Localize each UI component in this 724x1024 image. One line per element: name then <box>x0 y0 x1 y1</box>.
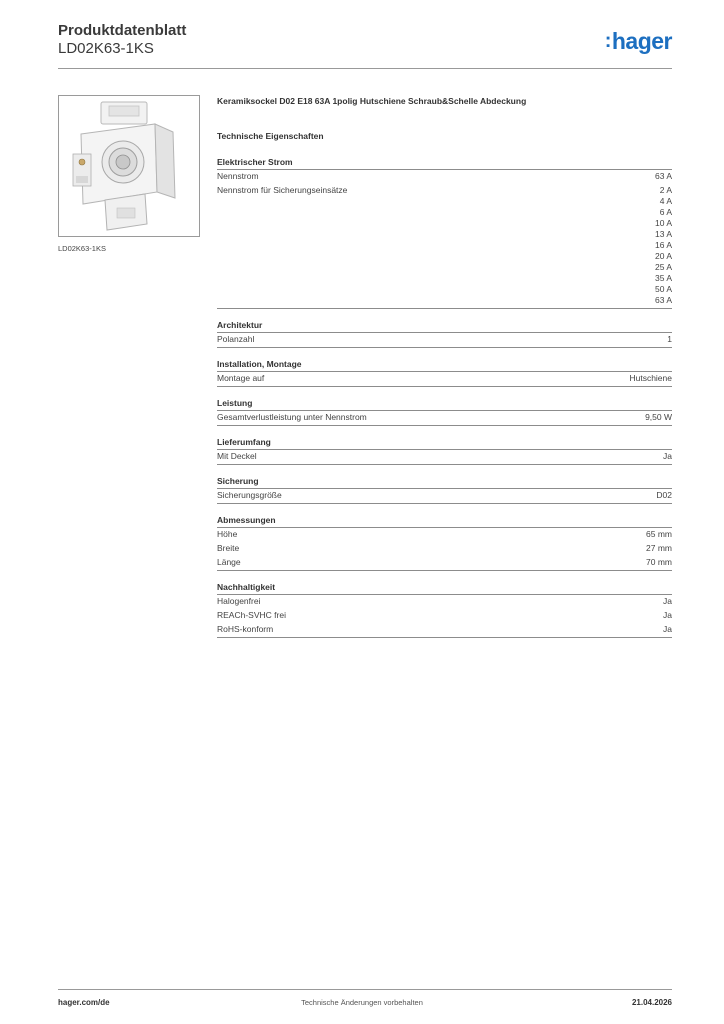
section-end-rule <box>217 386 672 387</box>
property-values <box>667 334 672 345</box>
property-value: 63 A <box>654 295 672 305</box>
section-end-rule <box>217 570 672 571</box>
section-title: Elektrischer Strom <box>217 156 672 170</box>
section-title: Leistung <box>217 397 672 411</box>
property-label: RoHS-konform <box>217 624 274 634</box>
footer-divider <box>58 989 672 990</box>
property-value: 4 A <box>659 196 672 206</box>
section-end-rule <box>217 464 672 465</box>
footer-website: hager.com/de <box>58 998 110 1007</box>
property-row <box>217 372 672 386</box>
property-section <box>217 581 672 638</box>
property-value: Ja <box>663 596 672 606</box>
property-label: Nennstrom <box>217 171 259 181</box>
property-label: Höhe <box>217 529 238 539</box>
property-value: Ja <box>663 610 672 620</box>
logo-text: hager <box>611 28 672 54</box>
property-value: 13 A <box>654 229 672 239</box>
property-section <box>217 358 672 387</box>
property-value: 35 A <box>654 273 672 283</box>
property-label: Länge <box>217 557 241 567</box>
property-value: Ja <box>663 624 672 634</box>
hager-logo <box>605 28 672 55</box>
fuse-base-illustration <box>59 96 199 236</box>
property-value: 65 mm <box>646 529 672 539</box>
property-label: REACh-SVHC frei <box>217 610 286 620</box>
property-value: 9,50 W <box>645 412 672 422</box>
property-label: Gesamtverlustleistung unter Nennstrom <box>217 412 367 422</box>
section-end-rule <box>217 347 672 348</box>
property-row <box>217 623 672 637</box>
section-title: Installation, Montage <box>217 358 672 372</box>
property-value: 16 A <box>654 240 672 250</box>
property-label: Polanzahl <box>217 334 255 344</box>
property-value: Ja <box>663 451 672 461</box>
property-label: Halogenfrei <box>217 596 261 606</box>
property-values <box>655 185 672 306</box>
product-image <box>58 95 200 237</box>
document-title: Produktdatenblatt <box>58 22 187 39</box>
property-row <box>217 609 672 623</box>
property-value: 27 mm <box>646 543 672 553</box>
property-value: 70 mm <box>646 557 672 567</box>
property-label: Breite <box>217 543 240 553</box>
property-row <box>217 170 672 184</box>
property-label: Sicherungsgröße <box>217 490 282 500</box>
property-values <box>656 490 672 501</box>
section-title: Nachhaltigkeit <box>217 581 672 595</box>
property-row <box>217 333 672 347</box>
property-value: 2 A <box>659 185 672 195</box>
section-title: Abmessungen <box>217 514 672 528</box>
section-end-rule <box>217 503 672 504</box>
property-section <box>217 475 672 504</box>
property-value: 10 A <box>654 218 672 228</box>
section-end-rule <box>217 637 672 638</box>
property-label: Nennstrom für Sicherungseinsätze <box>217 185 348 195</box>
property-label: Mit Deckel <box>217 451 257 461</box>
technical-properties-heading: Technische Eigenschaften <box>217 131 324 141</box>
property-section <box>217 436 672 465</box>
property-row <box>217 528 672 542</box>
property-label: Montage auf <box>217 373 265 383</box>
product-description: Keramiksockel D02 E18 63A 1polig Hutschiene Schraub&Schelle Abdeckung <box>217 96 527 106</box>
property-values <box>663 451 672 462</box>
property-section <box>217 397 672 426</box>
property-value: 20 A <box>654 251 672 261</box>
property-values <box>663 624 672 635</box>
property-values <box>655 171 672 182</box>
property-values <box>663 596 672 607</box>
property-value: 1 <box>667 334 672 344</box>
property-section <box>217 319 672 348</box>
property-row <box>217 556 672 570</box>
property-value: Hutschiene <box>629 373 672 383</box>
property-values <box>645 412 672 423</box>
header-divider <box>58 68 672 69</box>
property-value: 25 A <box>654 262 672 272</box>
section-end-rule <box>217 308 672 309</box>
footer-note: Technische Änderungen vorbehalten <box>301 998 423 1007</box>
property-value: D02 <box>656 490 672 500</box>
property-values <box>629 373 672 384</box>
section-title: Lieferumfang <box>217 436 672 450</box>
section-title: Architektur <box>217 319 672 333</box>
property-row <box>217 184 672 308</box>
property-row <box>217 542 672 556</box>
property-value: 63 A <box>654 171 672 181</box>
property-values <box>663 610 672 621</box>
logo-dots-icon: : <box>604 30 611 52</box>
property-value: 50 A <box>654 284 672 294</box>
property-value: 6 A <box>659 207 672 217</box>
section-end-rule <box>217 425 672 426</box>
property-values <box>646 529 672 540</box>
property-row <box>217 489 672 503</box>
property-row <box>217 411 672 425</box>
properties-sections <box>217 156 672 648</box>
image-caption: LD02K63-1KS <box>58 244 106 253</box>
property-row <box>217 595 672 609</box>
property-section <box>217 514 672 571</box>
property-section <box>217 156 672 309</box>
product-code: LD02K63-1KS <box>58 40 154 57</box>
property-values <box>646 543 672 554</box>
section-title: Sicherung <box>217 475 672 489</box>
footer-date: 21.04.2026 <box>631 998 672 1007</box>
property-row <box>217 450 672 464</box>
property-values <box>646 557 672 568</box>
